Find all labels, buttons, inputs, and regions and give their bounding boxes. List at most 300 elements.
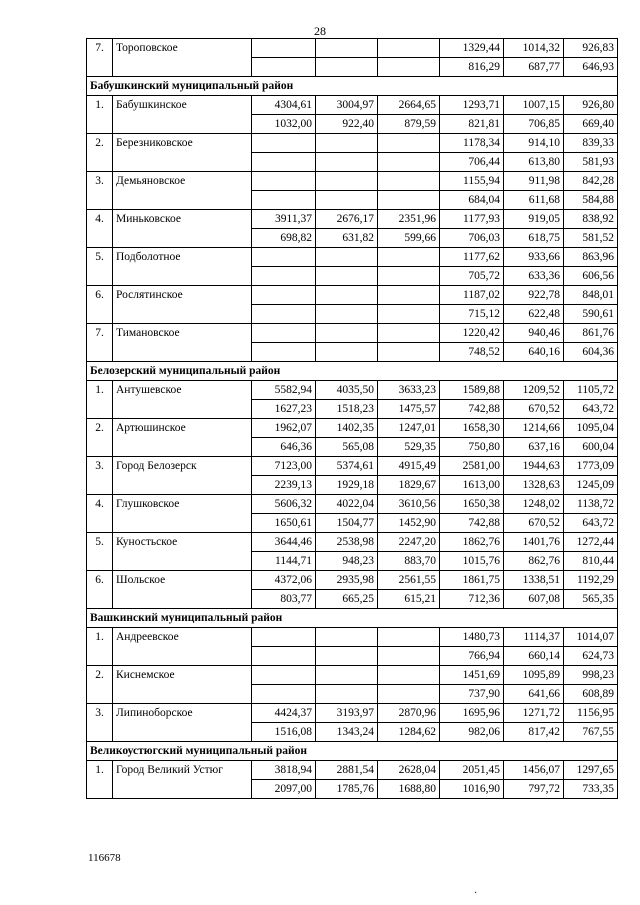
value-cell: 4022,04	[316, 495, 378, 514]
settlement-name: Тороповское	[113, 39, 252, 58]
row-number: 7.	[87, 39, 113, 58]
value-cell: 3818,94	[252, 761, 316, 780]
table-row	[87, 153, 618, 172]
value-cell: 1178,34	[440, 134, 504, 153]
table-row	[87, 39, 618, 58]
table-row	[87, 723, 618, 742]
value-cell: 1516,08	[252, 723, 316, 742]
value-cell: 608,89	[564, 685, 618, 704]
value-cell	[316, 248, 378, 267]
settlement-name: Подболотное	[113, 248, 252, 267]
value-cell: 1613,00	[440, 476, 504, 495]
value-cell	[378, 685, 440, 704]
row-number	[87, 514, 113, 533]
district-title: Вашкинский муниципальный район	[87, 609, 618, 628]
row-number: 1.	[87, 761, 113, 780]
value-cell: 1401,76	[504, 533, 564, 552]
value-cell: 1248,02	[504, 495, 564, 514]
value-cell: 565,08	[316, 438, 378, 457]
value-cell: 1271,72	[504, 704, 564, 723]
table-row	[87, 286, 618, 305]
value-cell	[252, 343, 316, 362]
value-cell	[316, 191, 378, 210]
value-cell: 797,72	[504, 780, 564, 799]
value-cell: 706,03	[440, 229, 504, 248]
table-body	[87, 39, 618, 799]
value-cell: 1297,65	[564, 761, 618, 780]
value-cell: 863,96	[564, 248, 618, 267]
value-cell	[316, 628, 378, 647]
row-number: 3.	[87, 172, 113, 191]
value-cell: 2628,04	[378, 761, 440, 780]
value-cell	[316, 647, 378, 666]
table-row	[87, 400, 618, 419]
settlement-name	[113, 780, 252, 799]
value-cell: 529,35	[378, 438, 440, 457]
value-cell: 742,88	[440, 400, 504, 419]
table-row	[87, 647, 618, 666]
value-cell: 615,21	[378, 590, 440, 609]
settlement-name	[113, 590, 252, 609]
value-cell: 618,75	[504, 229, 564, 248]
value-cell: 584,88	[564, 191, 618, 210]
settlement-name	[113, 552, 252, 571]
row-number: 3.	[87, 457, 113, 476]
value-cell: 861,76	[564, 324, 618, 343]
row-number	[87, 229, 113, 248]
settlement-name	[113, 191, 252, 210]
settlement-name: Тимановское	[113, 324, 252, 343]
value-cell: 705,72	[440, 267, 504, 286]
value-cell: 590,61	[564, 305, 618, 324]
value-cell: 1829,67	[378, 476, 440, 495]
row-number: 1.	[87, 628, 113, 647]
value-cell	[378, 153, 440, 172]
value-cell	[316, 39, 378, 58]
settlement-name	[113, 115, 252, 134]
value-cell: 1187,02	[440, 286, 504, 305]
value-cell	[252, 324, 316, 343]
value-cell: 933,66	[504, 248, 564, 267]
value-cell: 670,52	[504, 400, 564, 419]
value-cell	[316, 134, 378, 153]
value-cell: 883,70	[378, 552, 440, 571]
table-row	[87, 305, 618, 324]
value-cell: 742,88	[440, 514, 504, 533]
value-cell: 706,85	[504, 115, 564, 134]
value-cell: 1007,15	[504, 96, 564, 115]
table-row	[87, 343, 618, 362]
table-row	[87, 514, 618, 533]
value-cell: 606,56	[564, 267, 618, 286]
value-cell: 604,36	[564, 343, 618, 362]
value-cell: 1504,77	[316, 514, 378, 533]
row-number	[87, 780, 113, 799]
value-cell: 2538,98	[316, 533, 378, 552]
value-cell: 1245,09	[564, 476, 618, 495]
value-cell: 2239,13	[252, 476, 316, 495]
settlement-name	[113, 685, 252, 704]
table-row	[87, 533, 618, 552]
table-row	[87, 381, 618, 400]
value-cell: 1451,69	[440, 666, 504, 685]
row-number: 7.	[87, 324, 113, 343]
value-cell: 4372,06	[252, 571, 316, 590]
value-cell: 1144,71	[252, 552, 316, 571]
table-row	[87, 685, 618, 704]
value-cell: 750,80	[440, 438, 504, 457]
value-cell: 1773,09	[564, 457, 618, 476]
district-title: Великоустюгский муниципальный район	[87, 742, 618, 761]
table-row	[87, 780, 618, 799]
settlement-name	[113, 647, 252, 666]
value-cell	[316, 286, 378, 305]
value-cell: 633,36	[504, 267, 564, 286]
row-number	[87, 552, 113, 571]
tariff-table	[86, 38, 618, 799]
value-cell: 848,01	[564, 286, 618, 305]
value-cell: 1343,24	[316, 723, 378, 742]
value-cell: 821,81	[440, 115, 504, 134]
value-cell: 1177,62	[440, 248, 504, 267]
row-number: 1.	[87, 96, 113, 115]
settlement-name	[113, 267, 252, 286]
value-cell: 5606,32	[252, 495, 316, 514]
value-cell: 698,82	[252, 229, 316, 248]
value-cell: 712,36	[440, 590, 504, 609]
value-cell: 919,05	[504, 210, 564, 229]
value-cell	[252, 628, 316, 647]
value-cell	[378, 286, 440, 305]
settlement-name: Рослятинское	[113, 286, 252, 305]
value-cell	[252, 685, 316, 704]
value-cell: 637,16	[504, 438, 564, 457]
value-cell: 3911,37	[252, 210, 316, 229]
value-cell: 4035,50	[316, 381, 378, 400]
row-number	[87, 476, 113, 495]
value-cell	[378, 305, 440, 324]
row-number	[87, 438, 113, 457]
table-row	[87, 267, 618, 286]
value-cell	[316, 267, 378, 286]
value-cell	[378, 628, 440, 647]
value-cell	[378, 248, 440, 267]
settlement-name: Город Белозерск	[113, 457, 252, 476]
value-cell: 1456,07	[504, 761, 564, 780]
value-cell: 1338,51	[504, 571, 564, 590]
row-number	[87, 723, 113, 742]
table-row	[87, 58, 618, 77]
value-cell: 581,93	[564, 153, 618, 172]
tariff-table-container	[86, 38, 618, 799]
value-cell: 3193,97	[316, 704, 378, 723]
settlement-name: Киснемское	[113, 666, 252, 685]
value-cell: 1192,29	[564, 571, 618, 590]
settlement-name: Липиноборское	[113, 704, 252, 723]
table-row	[87, 96, 618, 115]
value-cell: 2881,54	[316, 761, 378, 780]
settlement-name: Город Великий Устюг	[113, 761, 252, 780]
settlement-name: Артюшинское	[113, 419, 252, 438]
row-number	[87, 267, 113, 286]
value-cell	[378, 666, 440, 685]
settlement-name: Миньковское	[113, 210, 252, 229]
value-cell: 600,04	[564, 438, 618, 457]
value-cell: 1209,52	[504, 381, 564, 400]
value-cell	[316, 324, 378, 343]
value-cell	[378, 39, 440, 58]
value-cell: 1695,96	[440, 704, 504, 723]
table-row	[87, 134, 618, 153]
row-number	[87, 343, 113, 362]
row-number: 5.	[87, 533, 113, 552]
table-row	[87, 457, 618, 476]
table-row	[87, 628, 618, 647]
value-cell: 1095,89	[504, 666, 564, 685]
row-number: 2.	[87, 134, 113, 153]
row-number: 1.	[87, 381, 113, 400]
value-cell	[252, 153, 316, 172]
settlement-name	[113, 438, 252, 457]
value-cell: 1944,63	[504, 457, 564, 476]
table-row	[87, 704, 618, 723]
value-cell: 982,06	[440, 723, 504, 742]
value-cell	[252, 666, 316, 685]
settlement-name	[113, 305, 252, 324]
settlement-name: Березниковское	[113, 134, 252, 153]
value-cell: 1328,63	[504, 476, 564, 495]
row-number	[87, 58, 113, 77]
value-cell: 748,52	[440, 343, 504, 362]
value-cell	[252, 305, 316, 324]
value-cell: 669,40	[564, 115, 618, 134]
value-cell: 1329,44	[440, 39, 504, 58]
value-cell: 922,40	[316, 115, 378, 134]
value-cell	[252, 647, 316, 666]
value-cell: 733,35	[564, 780, 618, 799]
value-cell: 1650,61	[252, 514, 316, 533]
value-cell: 687,77	[504, 58, 564, 77]
value-cell: 998,23	[564, 666, 618, 685]
settlement-name	[113, 514, 252, 533]
value-cell: 2870,96	[378, 704, 440, 723]
table-row	[87, 590, 618, 609]
district-header-row	[87, 77, 618, 96]
value-cell	[252, 191, 316, 210]
value-cell	[378, 172, 440, 191]
value-cell	[316, 153, 378, 172]
value-cell: 1014,32	[504, 39, 564, 58]
value-cell: 1156,95	[564, 704, 618, 723]
value-cell: 838,92	[564, 210, 618, 229]
district-title: Белозерский муниципальный район	[87, 362, 618, 381]
value-cell: 1480,73	[440, 628, 504, 647]
value-cell: 706,44	[440, 153, 504, 172]
settlement-name	[113, 400, 252, 419]
table-row	[87, 248, 618, 267]
value-cell: 1177,93	[440, 210, 504, 229]
value-cell: 810,44	[564, 552, 618, 571]
table-row	[87, 191, 618, 210]
settlement-name	[113, 723, 252, 742]
table-row	[87, 438, 618, 457]
value-cell: 2097,00	[252, 780, 316, 799]
value-cell: 1247,01	[378, 419, 440, 438]
value-cell: 767,55	[564, 723, 618, 742]
value-cell: 581,52	[564, 229, 618, 248]
value-cell: 1105,72	[564, 381, 618, 400]
settlement-name: Куностьское	[113, 533, 252, 552]
value-cell: 565,35	[564, 590, 618, 609]
footer-mark: ·	[474, 888, 478, 899]
value-cell: 2051,45	[440, 761, 504, 780]
value-cell: 3633,23	[378, 381, 440, 400]
value-cell: 715,12	[440, 305, 504, 324]
value-cell: 922,78	[504, 286, 564, 305]
value-cell: 1929,18	[316, 476, 378, 495]
value-cell: 599,66	[378, 229, 440, 248]
value-cell: 7123,00	[252, 457, 316, 476]
value-cell: 646,36	[252, 438, 316, 457]
value-cell: 4915,49	[378, 457, 440, 476]
value-cell: 3644,46	[252, 533, 316, 552]
table-row	[87, 115, 618, 134]
value-cell: 1658,30	[440, 419, 504, 438]
value-cell	[252, 134, 316, 153]
value-cell	[252, 172, 316, 191]
value-cell	[252, 286, 316, 305]
value-cell: 665,25	[316, 590, 378, 609]
value-cell: 5582,94	[252, 381, 316, 400]
value-cell: 1785,76	[316, 780, 378, 799]
value-cell	[378, 343, 440, 362]
value-cell: 2676,17	[316, 210, 378, 229]
value-cell	[316, 305, 378, 324]
row-number: 3.	[87, 704, 113, 723]
settlement-name: Бабушкинское	[113, 96, 252, 115]
row-number	[87, 191, 113, 210]
value-cell: 1688,80	[378, 780, 440, 799]
value-cell: 646,93	[564, 58, 618, 77]
value-cell: 1475,57	[378, 400, 440, 419]
row-number: 2.	[87, 419, 113, 438]
district-header-row	[87, 362, 618, 381]
settlement-name	[113, 58, 252, 77]
value-cell	[378, 58, 440, 77]
row-number	[87, 590, 113, 609]
table-row	[87, 324, 618, 343]
value-cell: 1589,88	[440, 381, 504, 400]
value-cell: 1861,75	[440, 571, 504, 590]
value-cell: 660,14	[504, 647, 564, 666]
value-cell: 766,94	[440, 647, 504, 666]
row-number	[87, 153, 113, 172]
value-cell: 1293,71	[440, 96, 504, 115]
table-row	[87, 476, 618, 495]
value-cell: 1627,23	[252, 400, 316, 419]
table-row	[87, 495, 618, 514]
value-cell: 1402,35	[316, 419, 378, 438]
value-cell: 1284,62	[378, 723, 440, 742]
settlement-name: Шольское	[113, 571, 252, 590]
value-cell: 643,72	[564, 400, 618, 419]
value-cell: 1452,90	[378, 514, 440, 533]
settlement-name: Демьяновское	[113, 172, 252, 191]
value-cell: 948,23	[316, 552, 378, 571]
value-cell: 641,66	[504, 685, 564, 704]
value-cell: 624,73	[564, 647, 618, 666]
row-number	[87, 115, 113, 134]
value-cell: 631,82	[316, 229, 378, 248]
district-title: Бабушкинский муниципальный район	[87, 77, 618, 96]
value-cell: 1138,72	[564, 495, 618, 514]
value-cell: 4304,61	[252, 96, 316, 115]
value-cell: 911,98	[504, 172, 564, 191]
value-cell: 1016,90	[440, 780, 504, 799]
value-cell: 622,48	[504, 305, 564, 324]
value-cell	[378, 324, 440, 343]
value-cell: 640,16	[504, 343, 564, 362]
page-number: 28	[314, 24, 326, 38]
value-cell: 684,04	[440, 191, 504, 210]
value-cell	[378, 191, 440, 210]
settlement-name: Андреевское	[113, 628, 252, 647]
table-row	[87, 571, 618, 590]
row-number: 5.	[87, 248, 113, 267]
value-cell: 1518,23	[316, 400, 378, 419]
value-cell: 2351,96	[378, 210, 440, 229]
value-cell	[316, 172, 378, 191]
value-cell: 2935,98	[316, 571, 378, 590]
value-cell: 607,08	[504, 590, 564, 609]
value-cell: 3610,56	[378, 495, 440, 514]
value-cell	[252, 39, 316, 58]
row-number	[87, 647, 113, 666]
value-cell: 737,90	[440, 685, 504, 704]
value-cell	[316, 666, 378, 685]
settlement-name: Антушевское	[113, 381, 252, 400]
value-cell: 862,76	[504, 552, 564, 571]
value-cell: 2664,65	[378, 96, 440, 115]
settlement-name	[113, 229, 252, 248]
table-row	[87, 552, 618, 571]
value-cell: 926,83	[564, 39, 618, 58]
value-cell	[316, 685, 378, 704]
value-cell: 4424,37	[252, 704, 316, 723]
value-cell	[378, 267, 440, 286]
settlement-name	[113, 476, 252, 495]
value-cell: 1220,42	[440, 324, 504, 343]
value-cell: 1032,00	[252, 115, 316, 134]
value-cell: 5374,61	[316, 457, 378, 476]
value-cell: 839,33	[564, 134, 618, 153]
value-cell: 879,59	[378, 115, 440, 134]
value-cell: 1114,37	[504, 628, 564, 647]
value-cell	[252, 58, 316, 77]
row-number	[87, 685, 113, 704]
value-cell: 1214,66	[504, 419, 564, 438]
value-cell: 1650,38	[440, 495, 504, 514]
district-header-row	[87, 609, 618, 628]
table-row	[87, 172, 618, 191]
row-number: 2.	[87, 666, 113, 685]
row-number	[87, 400, 113, 419]
table-row	[87, 761, 618, 780]
table-row	[87, 210, 618, 229]
value-cell: 3004,97	[316, 96, 378, 115]
row-number: 6.	[87, 571, 113, 590]
value-cell: 842,28	[564, 172, 618, 191]
